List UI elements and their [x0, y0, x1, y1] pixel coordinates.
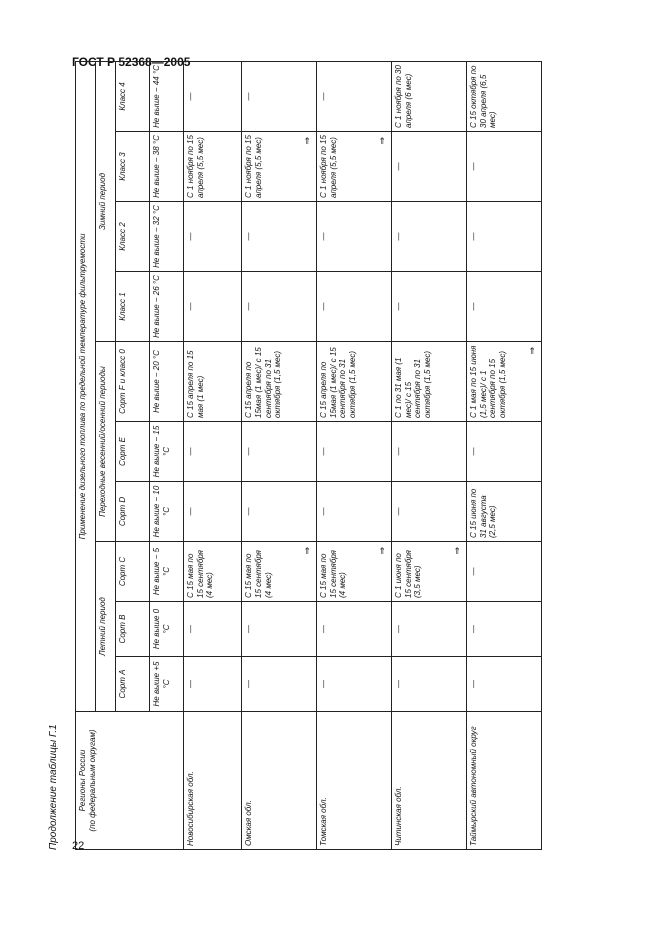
empty-dash-cell — [242, 422, 317, 482]
period-text: С 1 по 31 мая (1 мес)/ с 15 сентября по 31 октября (1,5 мес) — [394, 350, 432, 418]
period-cell — [317, 542, 392, 602]
empty-dash-cell — [317, 61, 392, 131]
cell-content — [469, 65, 539, 128]
dash-text: — — [244, 625, 254, 633]
fuel-table — [75, 61, 542, 850]
summer-header: Летний период — [96, 542, 116, 712]
dash-text: — — [244, 92, 254, 101]
region-cell: Омская обл. — [242, 712, 317, 850]
period-text: С 1 мая по 15 июня (1,5 мес)/ с 1 сентября по 15 октября (1,5 мес) — [469, 345, 507, 418]
page-number: 22 — [72, 840, 85, 852]
period-cell — [317, 132, 392, 202]
dash-text: — — [469, 447, 479, 456]
cell-content — [319, 345, 389, 418]
period-text: С 1 ноября по 15 апреля (5,5 мес) — [319, 135, 338, 198]
cell-content — [186, 135, 239, 198]
dash-text: — — [319, 625, 329, 633]
period-text: С 15 апреля по 15мая (1 мес)/ с 15 сентября по 31 октября (1,5 мес) — [244, 347, 283, 418]
empty-dash-cell — [317, 422, 392, 482]
empty-dash-cell — [184, 202, 242, 272]
empty-dash-cell — [184, 657, 242, 712]
cell-content — [394, 485, 464, 538]
empty-dash-cell — [242, 272, 317, 342]
cell-content — [186, 660, 239, 708]
cell-content — [186, 545, 239, 598]
cell-content — [244, 205, 314, 268]
period-text: С 15 апреля по 15мая (1 мес)/ с 15 сентября по 31 октября (1,5 мес) — [319, 347, 358, 418]
cell-content — [469, 275, 539, 338]
grade-header: Сорт А — [116, 657, 150, 712]
arrow-icon: ⇒ — [377, 547, 388, 555]
limit-header: Не выше − 15 °С — [150, 422, 184, 482]
transition-header: Переходные весенний/осенний периоды — [96, 342, 116, 542]
period-text: С 1 ноября по 15 апреля (5,5 мес) — [186, 135, 205, 198]
dash-text: — — [244, 302, 254, 311]
cell-content — [469, 205, 539, 268]
period-text: С 15 мая по 15 сентября (4 мес) — [186, 550, 215, 598]
empty-dash-cell — [184, 482, 242, 542]
cell-content — [244, 545, 314, 598]
dash-text: — — [469, 567, 479, 576]
table-caption: Продолжение таблицы Г.1 — [48, 724, 59, 850]
empty-dash-cell — [467, 422, 542, 482]
cell-content — [244, 605, 314, 653]
region-cell: Томская обл. — [317, 712, 392, 850]
limit-header: Не выше − 10 °С — [150, 482, 184, 542]
cell-content — [244, 660, 314, 708]
cell-content — [469, 135, 539, 198]
cell-content — [186, 65, 239, 128]
cell-content — [186, 345, 239, 418]
empty-dash-cell — [392, 602, 467, 657]
period-text: С 15 июня по 31 августа (2,5 мес) — [469, 488, 498, 538]
empty-dash-cell — [184, 422, 242, 482]
dash-text: — — [469, 680, 479, 688]
dash-text: — — [186, 447, 195, 456]
period-cell — [242, 342, 317, 422]
limit-header: Не выше − 38 °С — [150, 132, 184, 202]
cell-content — [244, 485, 314, 538]
dash-text: — — [244, 680, 254, 688]
grade-header: Сорт Е — [116, 422, 150, 482]
period-cell — [467, 342, 542, 422]
period-cell — [467, 482, 542, 542]
dash-text: — — [319, 507, 329, 516]
period-text: С 15 апреля по 15 мая (1 мес) — [186, 350, 205, 418]
dash-text: — — [186, 232, 195, 241]
cell-content — [244, 425, 314, 478]
grade-header: Сорт D — [116, 482, 150, 542]
limit-header: Не выше +5 °С — [150, 657, 184, 712]
winter-header: Зимний период — [96, 61, 116, 341]
cell-content — [394, 135, 464, 198]
cell-content — [319, 605, 389, 653]
empty-dash-cell — [467, 602, 542, 657]
limit-header: Не выше − 26 °С — [150, 272, 184, 342]
cell-content — [469, 345, 539, 418]
period-text: С 1 ноября по 30 апреля (6 мес) — [394, 65, 413, 128]
grade-header: Класс 3 — [116, 132, 150, 202]
cell-content — [319, 65, 389, 128]
cell-content — [394, 345, 464, 418]
table-row — [467, 61, 542, 849]
empty-dash-cell — [392, 422, 467, 482]
cell-content — [469, 485, 539, 538]
cell-content — [394, 65, 464, 128]
region-cell: Читинская обл. — [392, 712, 467, 850]
cell-content — [319, 545, 389, 598]
cell-content — [244, 275, 314, 338]
table-row — [242, 61, 317, 849]
dash-text: — — [319, 680, 329, 688]
empty-dash-cell — [317, 272, 392, 342]
grade-header: Сорт С — [116, 542, 150, 602]
dash-text: — — [186, 507, 195, 516]
empty-dash-cell — [392, 202, 467, 272]
table-row — [392, 61, 467, 849]
empty-dash-cell — [317, 657, 392, 712]
dash-text: — — [394, 680, 404, 688]
cell-content — [394, 660, 464, 708]
empty-dash-cell — [392, 132, 467, 202]
arrow-icon: ⇒ — [527, 347, 538, 355]
period-cell — [184, 542, 242, 602]
period-cell — [392, 61, 467, 131]
empty-dash-cell — [242, 61, 317, 131]
dash-text: — — [319, 447, 329, 456]
arrow-icon: ⇒ — [377, 137, 388, 145]
dash-text: — — [186, 92, 195, 101]
dash-text: — — [394, 447, 404, 456]
period-cell — [184, 132, 242, 202]
period-cell — [184, 342, 242, 422]
cell-content — [186, 275, 239, 338]
document-code: ГОСТ Р 52368—2005 — [72, 55, 191, 69]
cell-content — [469, 545, 539, 598]
empty-dash-cell — [467, 657, 542, 712]
empty-dash-cell — [184, 602, 242, 657]
header-row-main — [76, 61, 96, 849]
dash-text: — — [244, 447, 254, 456]
cell-content — [244, 65, 314, 128]
dash-text: — — [186, 680, 195, 688]
dash-text: — — [244, 507, 254, 516]
cell-content — [244, 345, 314, 418]
empty-dash-cell — [317, 482, 392, 542]
period-cell — [467, 61, 542, 131]
empty-dash-cell — [184, 61, 242, 131]
empty-dash-cell — [392, 272, 467, 342]
cell-content — [319, 205, 389, 268]
period-text: С 15 мая по 15 сентября (4 мес) — [244, 550, 273, 598]
region-cell: Новосибирская обл. — [184, 712, 242, 850]
dash-text: — — [319, 92, 329, 101]
empty-dash-cell — [392, 482, 467, 542]
grade-header: Класс 1 — [116, 272, 150, 342]
grade-header: Сорт В — [116, 602, 150, 657]
empty-dash-cell — [184, 272, 242, 342]
period-cell — [392, 342, 467, 422]
cell-content — [186, 425, 239, 478]
grade-header: Класс 2 — [116, 202, 150, 272]
limit-header: Не выше − 20 °С — [150, 342, 184, 422]
table-body — [76, 61, 542, 849]
dash-text: — — [394, 625, 404, 633]
region-header: Регионы России (по федеральным округам) — [76, 712, 184, 850]
dash-text: — — [244, 232, 254, 241]
dash-text: — — [469, 162, 479, 171]
cell-content — [394, 205, 464, 268]
arrow-icon: ⇒ — [302, 547, 313, 555]
cell-content — [394, 605, 464, 653]
empty-dash-cell — [242, 202, 317, 272]
dash-text: — — [186, 302, 195, 311]
empty-dash-cell — [467, 542, 542, 602]
cell-content — [319, 485, 389, 538]
cell-content — [186, 605, 239, 653]
period-text: С 15 мая по 15 сентября (4 мес) — [319, 550, 348, 598]
period-text: С 1 ноября по 15 апреля (5,5 мес) — [244, 135, 263, 198]
empty-dash-cell — [317, 202, 392, 272]
limit-header: Не выше − 32 °С — [150, 202, 184, 272]
cell-content — [469, 660, 539, 708]
cell-content — [469, 425, 539, 478]
dash-text: — — [394, 162, 404, 171]
dash-text: — — [469, 302, 479, 311]
period-cell — [242, 542, 317, 602]
cell-content — [394, 545, 464, 598]
dash-text: — — [394, 507, 404, 516]
dash-text: — — [319, 302, 329, 311]
period-text: С 15 октября по 30 апреля (6,5 мес) — [469, 65, 498, 128]
empty-dash-cell — [242, 482, 317, 542]
arrow-icon: ⇒ — [452, 547, 463, 555]
arrow-icon: ⇒ — [302, 137, 313, 145]
main-header: Применение дизельного топлива по предельной температуре фильтруемости — [76, 61, 96, 711]
table-row — [184, 61, 242, 849]
region-cell: Таймырский автономный округ — [467, 712, 542, 850]
empty-dash-cell — [242, 602, 317, 657]
empty-dash-cell — [242, 657, 317, 712]
cell-content — [319, 660, 389, 708]
empty-dash-cell — [467, 132, 542, 202]
cell-content — [319, 425, 389, 478]
grade-header: Класс 4 — [116, 61, 150, 131]
limit-header: Не выше − 44 °С — [150, 61, 184, 131]
rotated-table-block — [48, 62, 542, 850]
cell-content — [244, 135, 314, 198]
cell-content — [469, 605, 539, 653]
empty-dash-cell — [467, 202, 542, 272]
dash-text: — — [186, 625, 195, 633]
cell-content — [186, 485, 239, 538]
period-cell — [392, 542, 467, 602]
dash-text: — — [469, 232, 479, 241]
empty-dash-cell — [392, 657, 467, 712]
limit-header: Не выше 0 °С — [150, 602, 184, 657]
cell-content — [394, 425, 464, 478]
cell-content — [319, 275, 389, 338]
dash-text: — — [394, 232, 404, 241]
table-row — [317, 61, 392, 849]
cell-content — [319, 135, 389, 198]
period-cell — [317, 342, 392, 422]
cell-content — [394, 275, 464, 338]
grade-header: Сорт F и класс 0 — [116, 342, 150, 422]
period-text: С 1 июня по 15 сентября (3,5 мес) — [394, 550, 423, 598]
cell-content — [186, 205, 239, 268]
dash-text: — — [319, 232, 329, 241]
limit-header: Не выше − 5 °С — [150, 542, 184, 602]
dash-text: — — [469, 625, 479, 633]
empty-dash-cell — [317, 602, 392, 657]
empty-dash-cell — [467, 272, 542, 342]
period-cell — [242, 132, 317, 202]
dash-text: — — [394, 302, 404, 311]
